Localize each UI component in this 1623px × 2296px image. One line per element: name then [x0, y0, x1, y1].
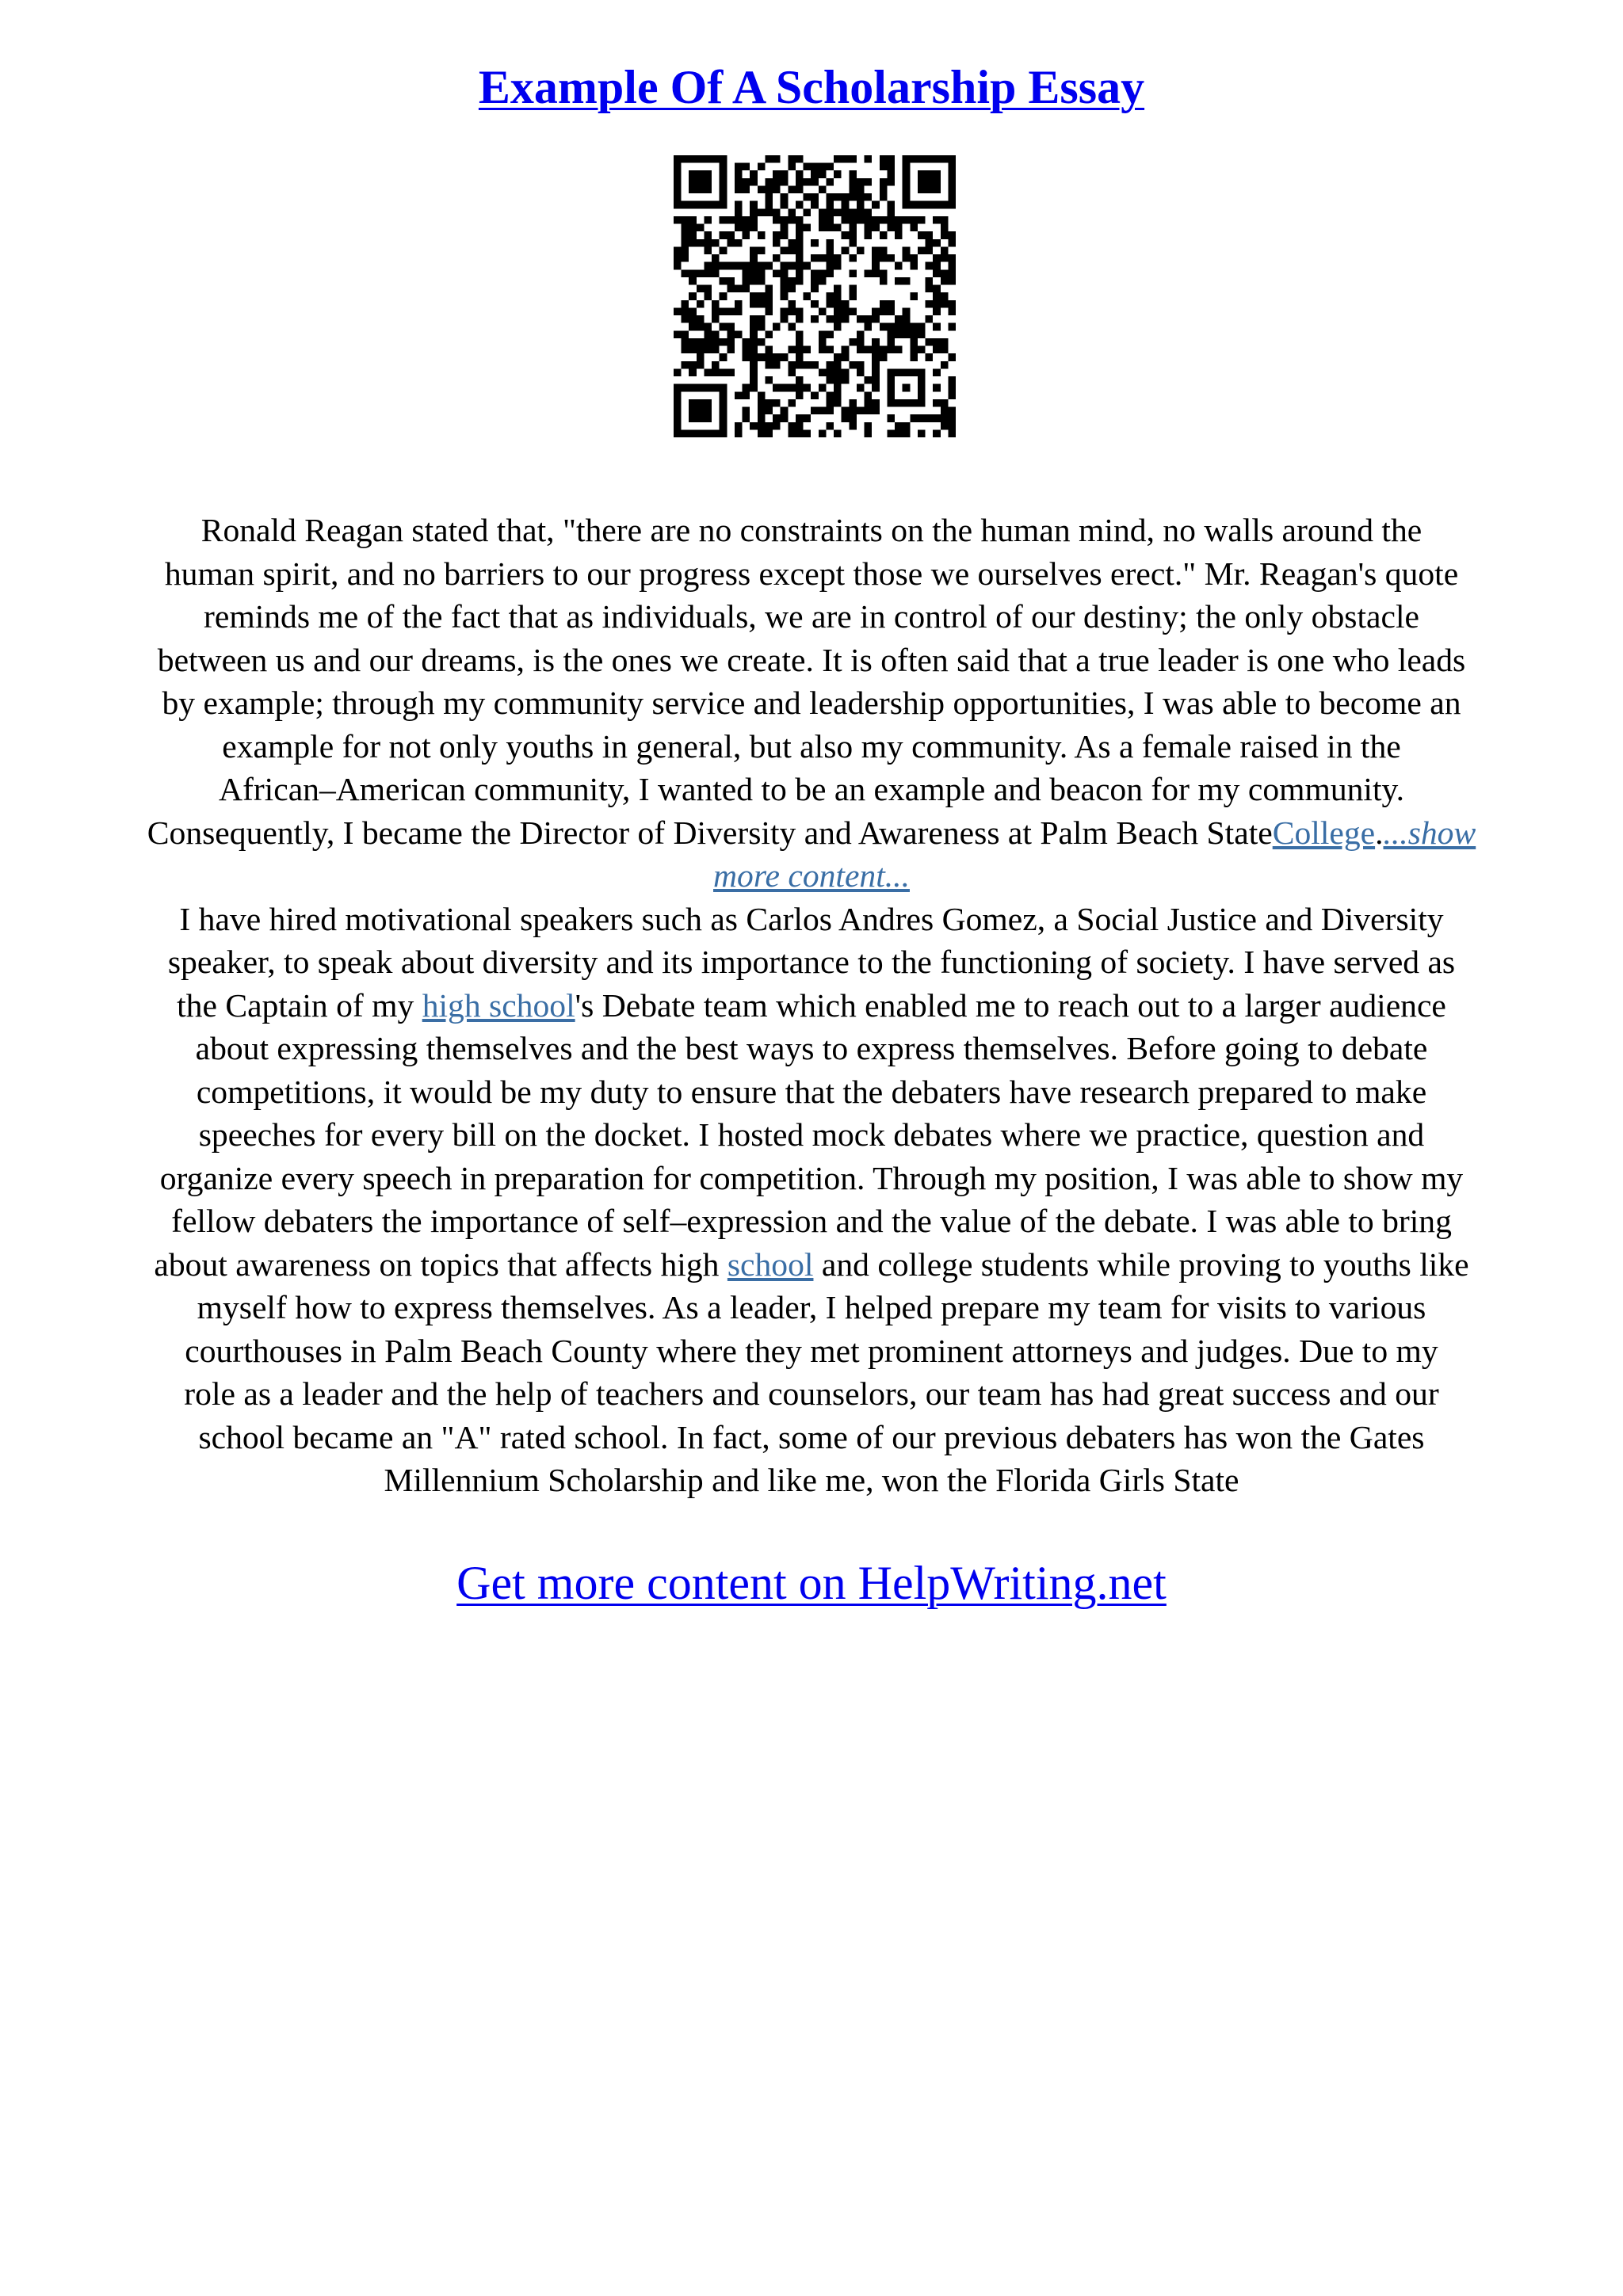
essay-line: about expressing themselves and the best ways to express themselves. Before going to debate: [195, 1030, 1428, 1066]
essay-text: about awareness on topics that affects high: [154, 1245, 727, 1283]
essay-line: [55, 854, 1568, 898]
essay-line: example for not only youths in general, but also my community. As a female raised in the: [222, 727, 1401, 765]
essay-text: and college students while proving to youths like: [813, 1245, 1469, 1283]
essay-line: courthouses in Palm Beach County where they met prominent attorneys and judges. Due to my: [185, 1332, 1438, 1369]
essay-line: Ronald Reagan stated that, "there are no constraints on the human mind, no walls around the: [200, 512, 1423, 548]
essay-line: [55, 984, 1568, 1028]
show-more-link[interactable]: ...show: [1383, 814, 1476, 851]
essay-line: myself how to express themselves. As a leader, I helped prepare my team for visits to various: [197, 1289, 1426, 1325]
essay-line: by example; through my community service and leadership opportunities, I was able to become an: [162, 685, 1461, 721]
essay-text: Consequently, I became the Director of Diversity and Awareness at Palm Beach State: [147, 814, 1273, 851]
college-link[interactable]: College: [1272, 814, 1376, 851]
footer: [0, 1551, 1623, 1615]
essay-line: speeches for every bill on the docket. I hosted mock debates where we practice, question and: [198, 1116, 1425, 1153]
essay-line: [55, 811, 1568, 855]
school-link[interactable]: school: [727, 1245, 814, 1283]
essay-line: Millennium Scholarship and like me, won the Florida Girls State: [384, 1462, 1239, 1498]
essay-line: competitions, it would be my duty to ensure that the debaters have research prepared to make: [196, 1073, 1427, 1110]
essay-line: school became an "A" rated school. In fact, some of our previous debaters has won the Gates: [198, 1418, 1425, 1455]
essay-line: African–American community, I wanted to be an example and beacon for my community.: [218, 771, 1405, 807]
essay-line: [55, 1243, 1568, 1287]
title-link[interactable]: Example Of A Scholarship Essay: [478, 61, 1145, 113]
essay-text: .: [1375, 814, 1384, 851]
page-title: [0, 55, 1623, 119]
essay-line: reminds me of the fact that as individuals, we are in control of our destiny; the only obstacle: [204, 598, 1419, 635]
essay-line: speaker, to speak about diversity and its importance to the functioning of society. I have served as: [167, 944, 1456, 980]
essay-text: 's Debate team which enabled me to reach out to a larger audience: [575, 986, 1446, 1024]
essay-text: the Captain of my: [177, 986, 422, 1024]
essay-line: role as a leader and the help of teachers and counselors, our team has had great success and our: [184, 1375, 1439, 1412]
essay-line: between us and our dreams, is the ones we create. It is often said that a true leader is one who leads: [157, 641, 1466, 678]
essay-line: I have hired motivational speakers such as Carlos Andres Gomez, a Social Justice and Diversity: [179, 900, 1444, 937]
essay-line: human spirit, and no barriers to our progress except those we ourselves erect." Mr. Reagan's quote: [164, 555, 1459, 592]
show-more-link-continued[interactable]: more content...: [713, 857, 910, 894]
essay-body: [55, 509, 1568, 1502]
helpwriting-link[interactable]: Get more content on HelpWriting.net: [456, 1557, 1167, 1609]
qr-code-image: [674, 155, 956, 437]
essay-line: organize every speech in preparation for competition. Through my position, I was able to show my: [159, 1159, 1464, 1196]
essay-line: fellow debaters the importance of self–expression and the value of the debate. I was able to bring: [171, 1203, 1452, 1239]
high-school-link[interactable]: high school: [422, 986, 575, 1024]
